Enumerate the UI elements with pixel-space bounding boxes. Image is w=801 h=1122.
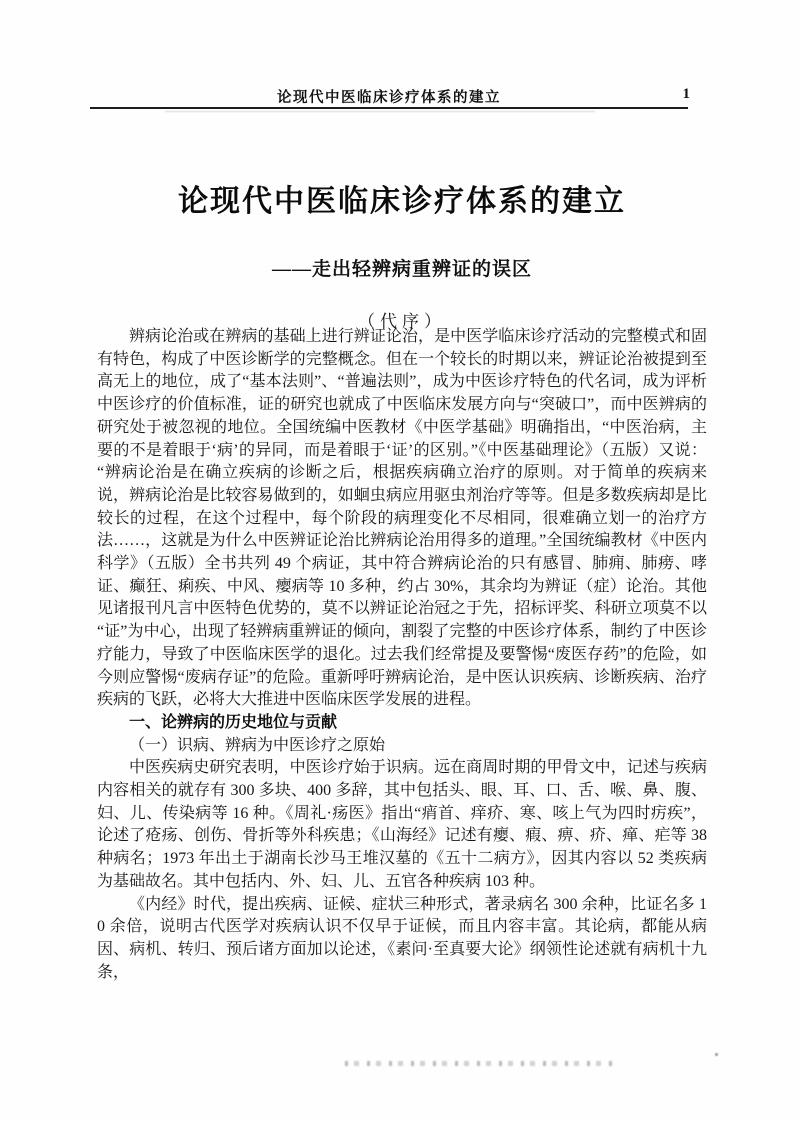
page-header xyxy=(90,86,688,110)
page-number: 1 xyxy=(682,86,690,102)
article-title: 论现代中医临床诊疗体系的建立 xyxy=(178,185,626,218)
header-rule-ghost-artifact xyxy=(165,111,595,112)
bleedthrough-artifact xyxy=(345,1061,613,1066)
section-subheading-1-1: （一）识病、辨病为中医诊疗之原始 xyxy=(129,736,386,754)
article-body xyxy=(97,326,707,984)
header-rule xyxy=(90,107,688,109)
title-block xyxy=(97,176,707,332)
section-heading-1: 一、论辨病的历史地位与贡献 xyxy=(129,713,338,731)
article-subtitle: ——走出轻辨病重辨证的误区 xyxy=(271,259,532,280)
scan-speck-artifact xyxy=(715,1053,718,1056)
preface-label: （代序） xyxy=(358,312,446,331)
running-title: 论现代中医临床诊疗体系的建立 xyxy=(277,90,501,106)
paragraph-neijing-era: 《内经》时代，提出疾病、证候、症状三种形式，著录病名 300 余种，比证名多 10 余倍，说明古代医学对疾病认识不仅早于证候，而且内容丰富。其论病，都能从病因、病机、转归、预后诸方面加以论述，《素问·至真要大论》纲领性论述就有病机十九条， xyxy=(97,895,707,981)
paragraph-disease-history: 中医疾病史研究表明，中医诊疗始于识病。远在商周时期的甲骨文中，记述与疾病内容相关的就存有 300 多块、400 多辞，其中包括头、眼、耳、口、舌、喉、鼻、腹、妇、儿、传染病等 16 种。《周礼·疡医》指出“痟首、痒疥、寒、咳上气为四时疠疾”，论述了疮疡、创伤、骨折等外科疾患；《山海经》记述有瘿、瘕、痹、疥、瘅、疟等 38 种病名；1973 年出土于湖南长沙马王堆汉墓的《五十二病方》，因其内容以 52 类疾病为基础故名。其中包括内、外、妇、儿、五官各种疾病 103 种。 xyxy=(97,759,707,890)
paragraph-intro: 辨病论治或在辨病的基础上进行辨证论治，是中医学临床诊疗活动的完整模式和固有特色，构成了中医诊断学的完整概念。但在一个较长的时期以来，辨证论治被提到至高无上的地位，成了“基本法则”、“普遍法则”，成为中医诊疗特色的代名词，成为评析中医诊疗的价值标准，证的研究也就成了中医临床发展方向与“突破口”，而中医辨病的研究处于被忽视的地位。全国统编中医教材《中医学基础》明确指出，“中医治病，主要的不是着眼于‘病’的异同，而是着眼于‘证’的区别。”《中医基础理论》（五版）又说：“辨病论治是在确立疾病的诊断之后，根据疾病确立治疗的原则。对于简单的疾病来说，辨病论治是比较容易做到的，如蛔虫病应用驱虫剂治疗等等。但是多数疾病却是比较长的过程，在这个过程中，每个阶段的病理变化不尽相同，很难确立划一的治疗方法……，这就是为什么中医辨证论治比辨病论治用得多的道理。”全国统编教材《中医内科学》（五版）全书共列 49 个病证，其中符合辨病论治的只有感冒、肺痈、肺痨、哮证、癫狂、痢疾、中风、瘿病等 10 多种，约占 30%，其余均为辨证（症）论治。其他见诸报刊凡言中医特色优势的，莫不以辨证论治冠之于先，招标评奖、科研立项莫不以“证”为中心，出现了轻辨病重辨证的倾向，割裂了完整的中医诊疗体系，制约了中医诊疗能力，导致了中医临床医学的退化。过去我们经常提及要警惕“废医存药”的危险，如今则应警惕“废病存证”的危险。重新呼吁辨病论治，是中医认识疾病、诊断疾病、治疗疾病的飞跃，必将大大推进中医临床医学发展的进程。 xyxy=(97,328,707,709)
